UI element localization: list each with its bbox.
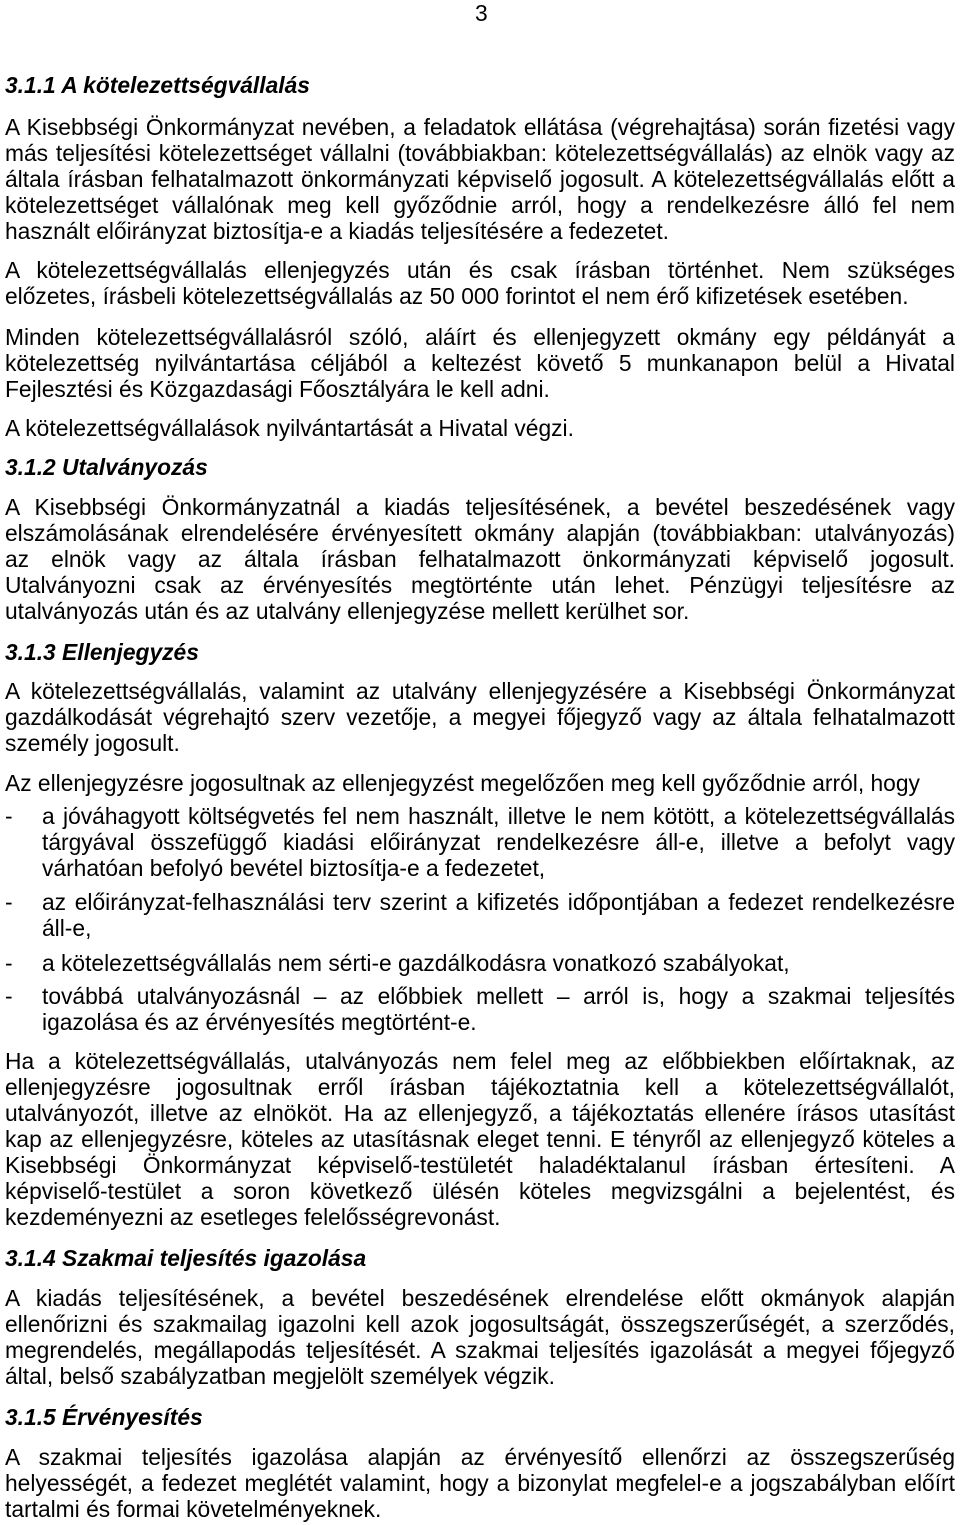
paragraph <box>5 1048 955 1230</box>
text-line: Fejlesztési és Közgazdasági Főosztályára le kell adni. <box>5 376 550 402</box>
text-line: várhatóan befolyó bevétel biztosítja-e a fedezetet, <box>42 855 546 881</box>
text-line: kötelezettséget vállalónak meg kell győződnie arról, hogy a rendelkezésre álló fel nem <box>5 192 955 218</box>
text-line: Minden kötelezettségvállalásról szóló, aláírt és ellenjegyzett okmány egy példányát a <box>5 324 955 350</box>
text-line: A szakmai teljesítés igazolása alapján az érvényesítő ellenőrzi az összegszerűség <box>5 1444 955 1470</box>
paragraph <box>5 324 955 402</box>
text-line: Utalványozni csak az érvényesítés megtörténte után lehet. Pénzügyi teljesítésre az <box>5 572 955 598</box>
list-item <box>5 983 955 1035</box>
text-line: A Kisebbségi Önkormányzat nevében, a feladatok ellátása (végrehajtása) során fizetési vagy <box>5 114 955 140</box>
paragraph <box>5 1444 955 1522</box>
paragraph <box>5 257 955 309</box>
text-line: gazdálkodását végrehajtó szerv vezetője, a megyei főjegyző vagy az általa felhatalmazott <box>5 704 955 730</box>
text-line: kap az ellenjegyzésre, köteles az utasításnak eleget tenni. E tényről az ellenjegyző köteles a <box>5 1126 955 1152</box>
text-line: megrendelés, megállapodás teljesítését. A szakmai teljesítés igazolását a megyei főjegyző <box>5 1337 955 1363</box>
list-item <box>5 803 955 881</box>
list-bullet: - <box>5 803 13 829</box>
text-line: más teljesítési kötelezettséget vállalni (továbbiakban: kötelezettségvállalás) az elnök vagy az <box>5 140 955 166</box>
list-bullet: - <box>5 950 13 976</box>
text-line: helyességét, a fedezet meglétét valamint, hogy a bizonylat megfelel-e a jogszabályban előírt <box>5 1470 955 1496</box>
paragraph <box>5 415 955 441</box>
text-line: az előirányzat-felhasználási terv szerint a kifizetés időpontjában a fedezet rendelkezésre <box>42 889 955 915</box>
text-line: használt előirányzat biztosítja-e a kiadás teljesítésére a fedezetet. <box>5 218 670 244</box>
text-line: igazolása és az érvényesítés megtörtént-e. <box>42 1009 477 1035</box>
text-line: képviselő-testület a soron következő ülésén köteles megvizsgálni a bejelentést, és <box>5 1178 955 1204</box>
paragraph <box>5 1285 955 1389</box>
list-bullet: - <box>5 983 13 1009</box>
list-bullet: - <box>5 889 13 915</box>
paragraph <box>5 494 955 624</box>
text-line: Kisebbségi Önkormányzat képviselő-testületét haladéktalanul írásban értesíteni. A <box>5 1152 955 1178</box>
text-line: A kötelezettségvállalás ellenjegyzés után és csak írásban történhet. Nem szükséges <box>5 257 955 283</box>
text-line: ellenőrizni és szakmailag igazolni kell azok jogosultságát, összegszerűségét, a szerződés, <box>5 1311 955 1337</box>
text-line: személy jogosult. <box>5 730 180 756</box>
text-line: A kötelezettségvállalások nyilvántartását a Hivatal végzi. <box>5 415 574 441</box>
text-line: A Kisebbségi Önkormányzatnál a kiadás teljesítésének, a bevétel beszedésének vagy <box>5 494 955 520</box>
paragraph <box>5 770 955 796</box>
list-item <box>5 889 955 941</box>
section-heading: 3.1.2 Utalványozás <box>5 454 208 480</box>
text-line: kötelezettség nyilvántartása céljából a keltezést követő 5 munkanapon belül a Hivatal <box>5 350 955 376</box>
text-line: A kiadás teljesítésének, a bevétel beszedésének elrendelése előtt okmányok alapján <box>5 1285 955 1311</box>
text-line: a kötelezettségvállalás nem sérti-e gazdálkodásra vonatkozó szabályokat, <box>42 950 790 976</box>
text-line: tárgyával összefüggő kiadási előirányzat rendelkezésre áll-e, illetve a befolyt vagy <box>42 829 955 855</box>
text-line: a jóváhagyott költségvetés fel nem használt, illetve le nem kötött, a kötelezettségvállalás <box>42 803 955 829</box>
text-line: által, belső szabályzatban megjelölt személyek végzik. <box>5 1363 555 1389</box>
text-line: Az ellenjegyzésre jogosultnak az ellenjegyzést megelőzően meg kell győződnie arról, hogy <box>5 770 920 796</box>
text-line: Ha a kötelezettségvállalás, utalványozás nem felel meg az előbbiekben előírtaknak, az <box>5 1048 955 1074</box>
text-line: az elnök vagy az általa írásban felhatalmazott önkormányzati képviselő jogosult. <box>5 546 955 572</box>
section-heading: 3.1.1 A kötelezettségvállalás <box>5 72 310 98</box>
text-line: elszámolásának elrendelésére érvényesített okmány alapján (továbbiakban: utalványozás) <box>5 520 955 546</box>
list-item <box>5 950 955 976</box>
text-line: kezdeményezni az esetleges felelősségrevonást. <box>5 1204 501 1230</box>
text-line: ellenjegyzésre jogosultnak erről írásban tájékoztatnia kell a kötelezettségvállalót, <box>5 1074 955 1100</box>
text-line: tartalmi és formai követelményeknek. <box>5 1496 382 1522</box>
text-line: előzetes, írásbeli kötelezettségvállalás az 50 000 forintot el nem érő kifizetések esetében. <box>5 283 909 309</box>
text-line: utalványozót, illetve az elnököt. Ha az ellenjegyző, a tájékoztatás ellenére írásos utasítást <box>5 1100 955 1126</box>
text-line: általa írásban felhatalmazott önkormányzati képviselő jogosult. A kötelezettségvállalás előtt a <box>5 166 955 192</box>
text-line: utalványozás után és az utalvány ellenjegyzése mellett kerülhet sor. <box>5 598 690 624</box>
paragraph <box>5 114 955 244</box>
page-number: 3 <box>475 0 488 26</box>
text-line: A kötelezettségvállalás, valamint az utalvány ellenjegyzésére a Kisebbségi Önkormányzat <box>5 678 955 704</box>
section-heading: 3.1.3 Ellenjegyzés <box>5 639 199 665</box>
text-line: továbbá utalványozásnál – az előbbiek mellett – arról is, hogy a szakmai teljesítés <box>42 983 955 1009</box>
section-heading: 3.1.5 Érvényesítés <box>5 1404 203 1430</box>
section-heading: 3.1.4 Szakmai teljesítés igazolása <box>5 1245 367 1271</box>
paragraph <box>5 678 955 756</box>
text-line: áll-e, <box>42 915 92 941</box>
